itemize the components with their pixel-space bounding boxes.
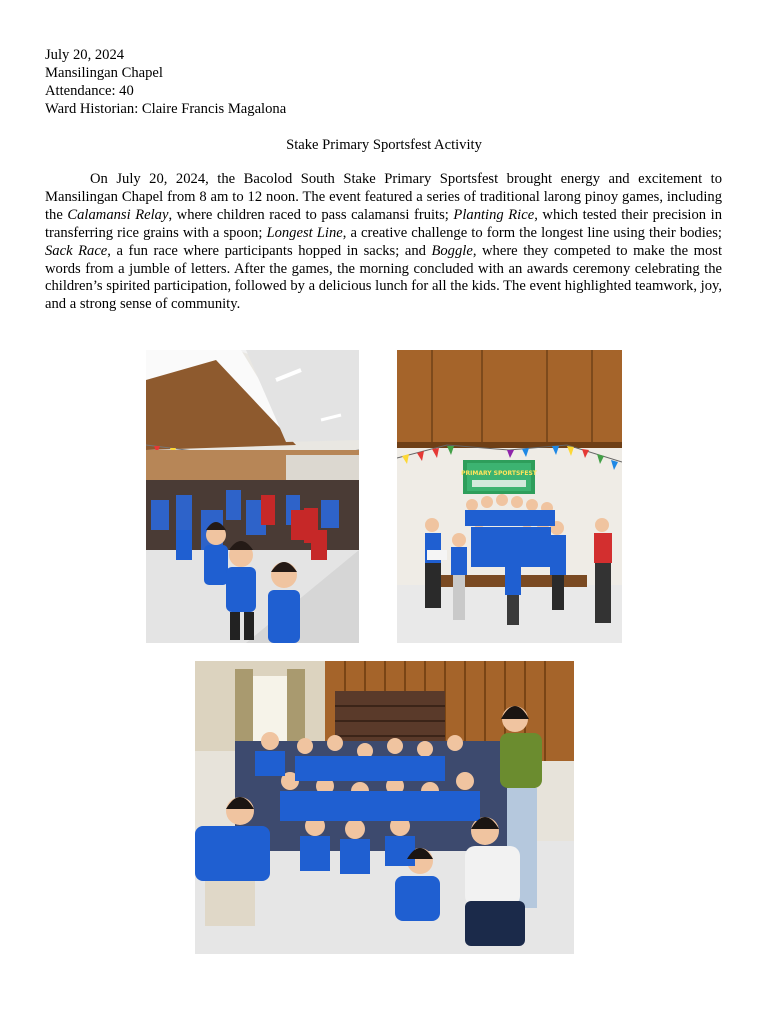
game-name: Longest Line	[266, 224, 343, 241]
date-line: July 20, 2024	[45, 47, 125, 63]
body-text-segment: On July 20, 2024, the Bacolod South Stake Primary Sportsfest brought energy and excitement to Mansilingan Chapel from 8 am to 12 noon. The event featured a series of traditional larong pinoy games, including the	[45, 171, 722, 223]
photo-group-banner-image	[397, 350, 622, 643]
game-name: Sack Race	[45, 242, 108, 259]
banner-text: PRIMARY SPORTSFEST	[461, 470, 537, 477]
body-text-segment: , where they competed to make the most words from a jumble of letters. After the games, the morning concluded with an awards ceremony celebrating the children’s spirited participation, followed by a delicious lunch for all the kids. The event highlighted teamwork, joy, and a strong sense of community.	[45, 242, 723, 313]
body-text-segment: , a creative challenge to form the longest line using their bodies;	[342, 224, 722, 241]
attendance-line: Attendance: 40	[45, 83, 134, 99]
body-text-segment: , a fun race where participants hopped in sacks; and	[107, 242, 432, 259]
event-photo-hall-crowd	[146, 350, 359, 643]
photo-hall-crowd-image	[146, 350, 359, 643]
game-name: Planting Rice	[453, 206, 535, 223]
game-name: Boggle	[431, 242, 473, 259]
body-text-segment: , which tested their precision in transferring rice grains with a spoon;	[45, 206, 722, 241]
event-photo-floor-group	[195, 661, 574, 954]
event-photo-group-banner	[397, 350, 622, 643]
location-line: Mansilingan Chapel	[45, 65, 163, 81]
photo-floor-group-image	[195, 661, 574, 954]
game-name: Calamansi Relay	[67, 206, 169, 223]
body-paragraph	[45, 171, 722, 314]
body-text-segment: , where children raced to pass calamansi fruits;	[168, 206, 454, 223]
historian-line: Ward Historian: Claire Francis Magalona	[45, 101, 287, 117]
document-header	[45, 46, 286, 118]
document-title: Stake Primary Sportsfest Activity	[286, 137, 482, 153]
